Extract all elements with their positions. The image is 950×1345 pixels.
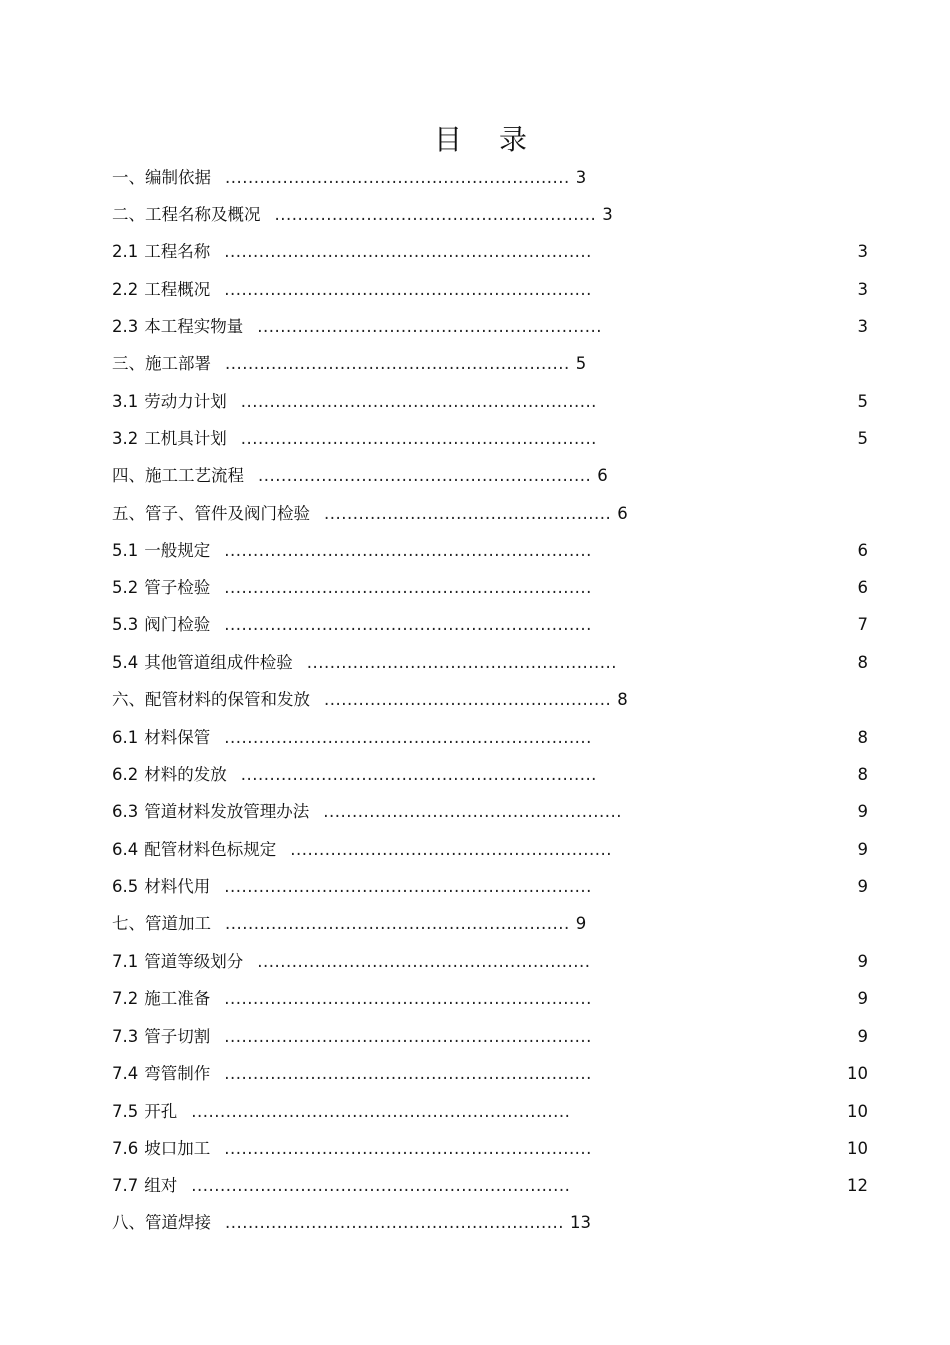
toc-entry[interactable] (112, 613, 592, 637)
toc-entry[interactable] (112, 912, 587, 936)
toc-entry[interactable] (112, 1137, 592, 1161)
toc-entry-number: 5.3 (112, 615, 139, 634)
toc-entry-page: 5 (575, 354, 587, 373)
toc-entry-page: 7 (857, 615, 868, 634)
toc-dot-leader: ............................................................ (225, 168, 570, 187)
toc-dot-leader: ................................................................ (224, 989, 592, 1008)
toc-dot-leader: ................................................................ (224, 280, 592, 299)
toc-entry[interactable] (112, 1174, 571, 1198)
toc-entry-label: 材料代用 (144, 877, 211, 896)
toc-dot-leader: ................................................................ (224, 1139, 592, 1158)
toc-entry-page: 10 (847, 1064, 868, 1083)
toc-entry[interactable] (112, 800, 622, 824)
toc-entry[interactable] (112, 950, 591, 974)
toc-entry-label: 开孔 (144, 1102, 178, 1121)
toc-entry[interactable] (112, 464, 608, 488)
toc-entry[interactable] (112, 987, 592, 1011)
toc-entry-page: 8 (617, 690, 628, 709)
toc-entry-label: 八、管道焊接 (112, 1213, 211, 1232)
toc-entry-page: 3 (857, 317, 868, 336)
toc-dot-leader: ................................................................ (224, 1027, 592, 1046)
toc-entry-page: 8 (857, 653, 868, 672)
toc-entry[interactable] (112, 838, 612, 862)
toc-entry-label: 二、工程名称及概况 (112, 205, 261, 224)
toc-entry-page: 12 (847, 1176, 868, 1195)
toc-entry[interactable] (112, 352, 587, 376)
toc-entry[interactable] (112, 427, 597, 451)
toc-entry-page: 3 (575, 168, 587, 187)
toc-dot-leader: .......................................................... (258, 466, 592, 485)
toc-dot-leader: .......................................................... (257, 952, 591, 971)
toc-entry-page: 9 (857, 989, 868, 1008)
toc-entry[interactable] (112, 278, 592, 302)
toc-entry-label: 管道材料发放管理办法 (144, 802, 310, 821)
toc-entry-page: 5 (857, 392, 868, 411)
toc-entry[interactable] (112, 1062, 592, 1086)
toc-dot-leader: .............................................................. (240, 429, 597, 448)
toc-dot-leader: ................................................................ (224, 1064, 592, 1083)
toc-entry-label: 本工程实物量 (144, 317, 244, 336)
toc-entry-number: 6.2 (112, 765, 139, 784)
toc-dot-leader: .................................................. (324, 504, 612, 523)
toc-dot-leader: ................................................................ (224, 877, 592, 896)
toc-entry-label: 阀门检验 (144, 615, 211, 634)
toc-title: 目 录 (434, 123, 541, 156)
toc-entry[interactable] (112, 688, 628, 712)
toc-entry-label: 其他管道组成件检验 (144, 653, 293, 672)
toc-entry-page: 10 (847, 1139, 868, 1158)
toc-entry[interactable] (112, 1211, 591, 1235)
toc-entry-page: 3 (857, 242, 868, 261)
toc-entry-label: 工程概况 (144, 280, 211, 299)
toc-entry-page: 8 (857, 765, 868, 784)
toc-entry-page: 9 (857, 877, 868, 896)
toc-entry[interactable] (112, 651, 617, 675)
toc-dot-leader: .............................................................. (240, 392, 597, 411)
toc-entry-number: 5.4 (112, 653, 139, 672)
toc-entry-number: 2.3 (112, 317, 139, 336)
toc-entry-label: 坡口加工 (144, 1139, 211, 1158)
toc-entry-label: 四、施工工艺流程 (112, 466, 244, 485)
toc-entry-label: 组对 (144, 1176, 178, 1195)
toc-entry-number: 7.7 (112, 1176, 139, 1195)
toc-entry-page: 9 (857, 840, 868, 859)
toc-entry-number: 7.5 (112, 1102, 139, 1121)
toc-entry-page: 6 (617, 504, 628, 523)
toc-entry-number: 3.1 (112, 392, 139, 411)
toc-entry-number: 2.2 (112, 280, 139, 299)
toc-entry[interactable] (112, 576, 592, 600)
toc-entry[interactable] (112, 203, 613, 227)
toc-entry-page: 6 (597, 466, 608, 485)
toc-entry-page: 9 (857, 952, 868, 971)
toc-entry-page: 6 (857, 541, 868, 560)
toc-entry-label: 配管材料色标规定 (144, 840, 277, 859)
toc-dot-leader: .................................................. (324, 690, 612, 709)
toc-entry[interactable] (112, 1025, 592, 1049)
toc-entry[interactable] (112, 315, 602, 339)
toc-entry-number: 6.5 (112, 877, 139, 896)
toc-entry-number: 7.6 (112, 1139, 139, 1158)
toc-entry-page: 3 (857, 280, 868, 299)
toc-entry[interactable] (112, 240, 592, 264)
toc-entry-number: 6.3 (112, 802, 139, 821)
toc-entry-label: 管子切割 (144, 1027, 211, 1046)
toc-entry-label: 工机具计划 (144, 429, 227, 448)
toc-entry-label: 施工准备 (144, 989, 211, 1008)
toc-entry-number: 6.1 (112, 728, 139, 747)
toc-entry-number: 7.1 (112, 952, 139, 971)
toc-entry[interactable] (112, 763, 597, 787)
toc-entry-label: 管子检验 (144, 578, 211, 597)
toc-dot-leader: .............................................................. (240, 765, 597, 784)
toc-entry-label: 一、编制依据 (112, 168, 211, 187)
toc-entry-page: 8 (857, 728, 868, 747)
toc-dot-leader: ........................................................ (290, 840, 612, 859)
toc-entry-label: 三、施工部署 (112, 354, 211, 373)
toc-entry-page: 6 (857, 578, 868, 597)
toc-entry[interactable] (112, 166, 587, 190)
toc-entry-page: 3 (602, 205, 613, 224)
toc-entry-page: 10 (847, 1102, 868, 1121)
toc-entry-number: 3.2 (112, 429, 139, 448)
toc-dot-leader: ................................................................ (224, 578, 592, 597)
toc-entry[interactable] (112, 726, 592, 750)
toc-entry[interactable] (112, 502, 628, 526)
toc-entry-number: 2.1 (112, 242, 139, 261)
toc-entry[interactable] (112, 390, 597, 414)
toc-entry-page: 9 (575, 914, 587, 933)
toc-entry-page: 5 (857, 429, 868, 448)
toc-dot-leader: ................................................................ (224, 541, 592, 560)
toc-entry[interactable] (112, 539, 592, 563)
toc-dot-leader: .................................................................. (191, 1102, 571, 1121)
toc-entry-number: 7.2 (112, 989, 139, 1008)
toc-entry-number: 5.2 (112, 578, 139, 597)
toc-dot-leader: ........................................................ (274, 205, 597, 224)
toc-dot-leader: ...................................................... (306, 653, 617, 672)
toc-dot-leader: ................................................................ (224, 728, 592, 747)
toc-entry-label: 一般规定 (144, 541, 211, 560)
toc-dot-leader: ................................................................ (224, 242, 592, 261)
toc-entry-label: 工程名称 (144, 242, 211, 261)
toc-entry-page: 13 (569, 1213, 591, 1232)
toc-dot-leader: .................................................................. (191, 1176, 571, 1195)
toc-entry[interactable] (112, 875, 592, 899)
toc-dot-leader: ............................................................ (225, 914, 570, 933)
toc-entry-label: 弯管制作 (144, 1064, 211, 1083)
toc-entry-label: 材料保管 (144, 728, 211, 747)
toc-entry-label: 管道等级划分 (144, 952, 244, 971)
toc-dot-leader: ............................................................ (257, 317, 602, 336)
toc-entry-number: 7.4 (112, 1064, 139, 1083)
toc-entry-number: 5.1 (112, 541, 139, 560)
toc-entry-page: 9 (857, 1027, 868, 1046)
toc-entry-label: 五、管子、管件及阀门检验 (112, 504, 310, 523)
toc-entry-label: 劳动力计划 (144, 392, 227, 411)
toc-entry-number: 7.3 (112, 1027, 139, 1046)
toc-dot-leader: ........................................................... (225, 1213, 564, 1232)
toc-entry-label: 七、管道加工 (112, 914, 211, 933)
toc-entry-number: 6.4 (112, 840, 139, 859)
toc-dot-leader: ................................................................ (224, 615, 592, 634)
toc-entry-page: 9 (857, 802, 868, 821)
toc-entry[interactable] (112, 1100, 571, 1124)
toc-dot-leader: ............................................................ (225, 354, 570, 373)
toc-dot-leader: .................................................... (323, 802, 622, 821)
toc-entry-label: 六、配管材料的保管和发放 (112, 690, 310, 709)
toc-entry-label: 材料的发放 (144, 765, 227, 784)
